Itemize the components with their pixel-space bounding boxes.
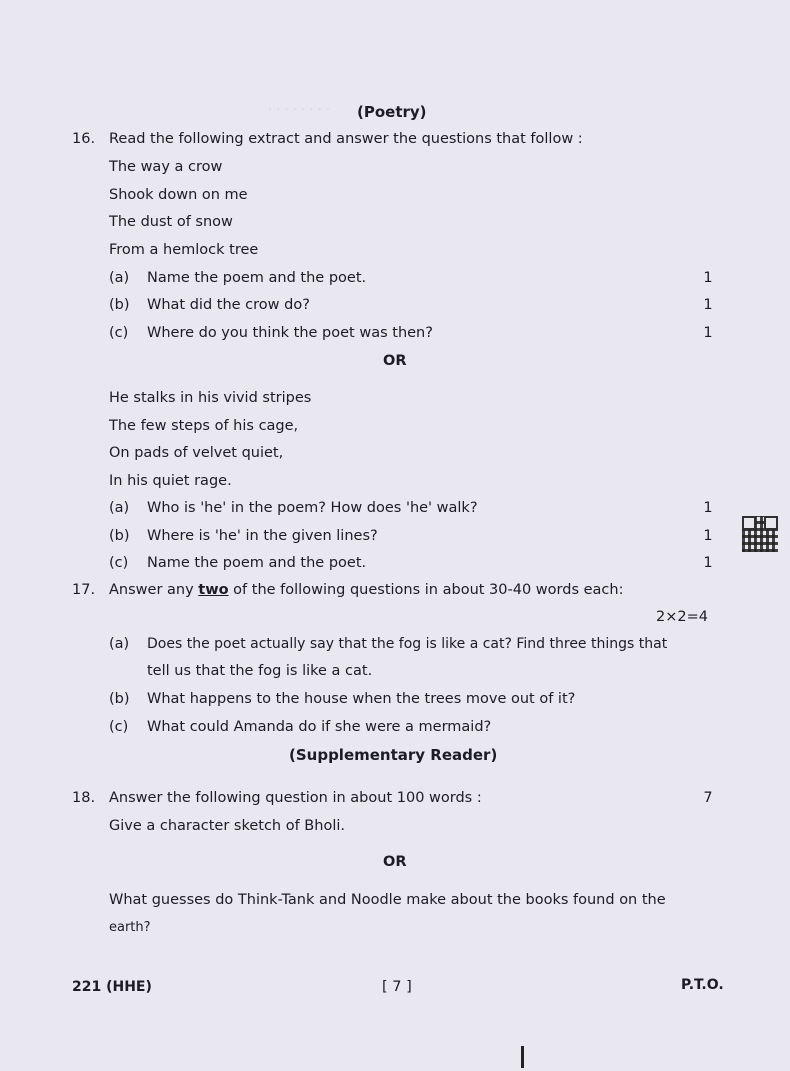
part-text: Does the poet actually say that the fog is like a cat? Find three things that [147, 636, 668, 652]
question-prompt: Read the following extract and answer the questions that follow : [109, 131, 583, 147]
part-text: Where is 'he' in the given lines? [147, 528, 378, 544]
extract-line: In his quiet rage. [109, 473, 232, 489]
part-text: Where do you think the poet was then? [147, 325, 433, 341]
part-label: (b) [109, 528, 130, 544]
part-label: (b) [109, 691, 130, 707]
extract-line: The way a crow [109, 159, 223, 175]
part-label: (a) [109, 636, 130, 652]
or-divider: OR [383, 854, 407, 870]
part-text: What could Amanda do if she were a mermaid? [147, 719, 492, 735]
part-label: (c) [109, 719, 129, 735]
extract-line: He stalks in his vivid stripes [109, 390, 312, 406]
question-number: 17. [72, 582, 96, 598]
section-heading-supplementary: (Supplementary Reader) [289, 746, 498, 764]
part-text: Name the poem and the poet. [147, 270, 367, 286]
page-number: [ 7 ] [382, 979, 412, 995]
part-text: tell us that the fog is like a cat. [147, 663, 373, 679]
question-number: 16. [72, 131, 96, 147]
extract-line: Shook down on me [109, 187, 248, 203]
part-label: (c) [109, 555, 129, 571]
show-through-text: · · · · · · · · [268, 103, 330, 118]
marks: 7 [703, 790, 713, 806]
paper-code: 221 (HHE) [72, 979, 152, 995]
pto-label: P.T.O. [681, 977, 724, 993]
scan-mark [521, 1046, 524, 1068]
question-text: Give a character sketch of Bholi. [109, 818, 345, 834]
part-label: (b) [109, 297, 130, 313]
marks: 2×2=4 [656, 609, 708, 625]
qr-code-icon [742, 516, 778, 552]
marks: 1 [703, 555, 713, 571]
prompt-text: of the following questions in about 30-40 words each: [228, 582, 624, 598]
extract-line: The few steps of his cage, [109, 418, 299, 434]
part-label: (c) [109, 325, 129, 341]
question-number: 18. [72, 790, 96, 806]
part-text: Who is 'he' in the poem? How does 'he' walk? [147, 500, 478, 516]
marks: 1 [703, 528, 713, 544]
part-text: What did the crow do? [147, 297, 310, 313]
extract-line: On pads of velvet quiet, [109, 445, 284, 461]
marks: 1 [703, 325, 713, 341]
marks: 1 [703, 270, 713, 286]
question-prompt [109, 582, 623, 598]
extract-line: The dust of snow [109, 214, 233, 230]
question-text: earth? [109, 920, 151, 935]
section-heading-poetry: (Poetry) [357, 103, 427, 121]
part-text: What happens to the house when the trees move out of it? [147, 691, 576, 707]
prompt-text: Answer any [109, 582, 199, 598]
or-divider: OR [383, 353, 407, 369]
question-prompt: Answer the following question in about 100 words : [109, 790, 482, 806]
prompt-emphasis: two [198, 582, 229, 598]
part-label: (a) [109, 270, 130, 286]
question-text: What guesses do Think-Tank and Noodle make about the books found on the [109, 892, 666, 908]
part-text: Name the poem and the poet. [147, 555, 367, 571]
marks: 1 [703, 297, 713, 313]
part-label: (a) [109, 500, 130, 516]
extract-line: From a hemlock tree [109, 242, 259, 258]
marks: 1 [703, 500, 713, 516]
